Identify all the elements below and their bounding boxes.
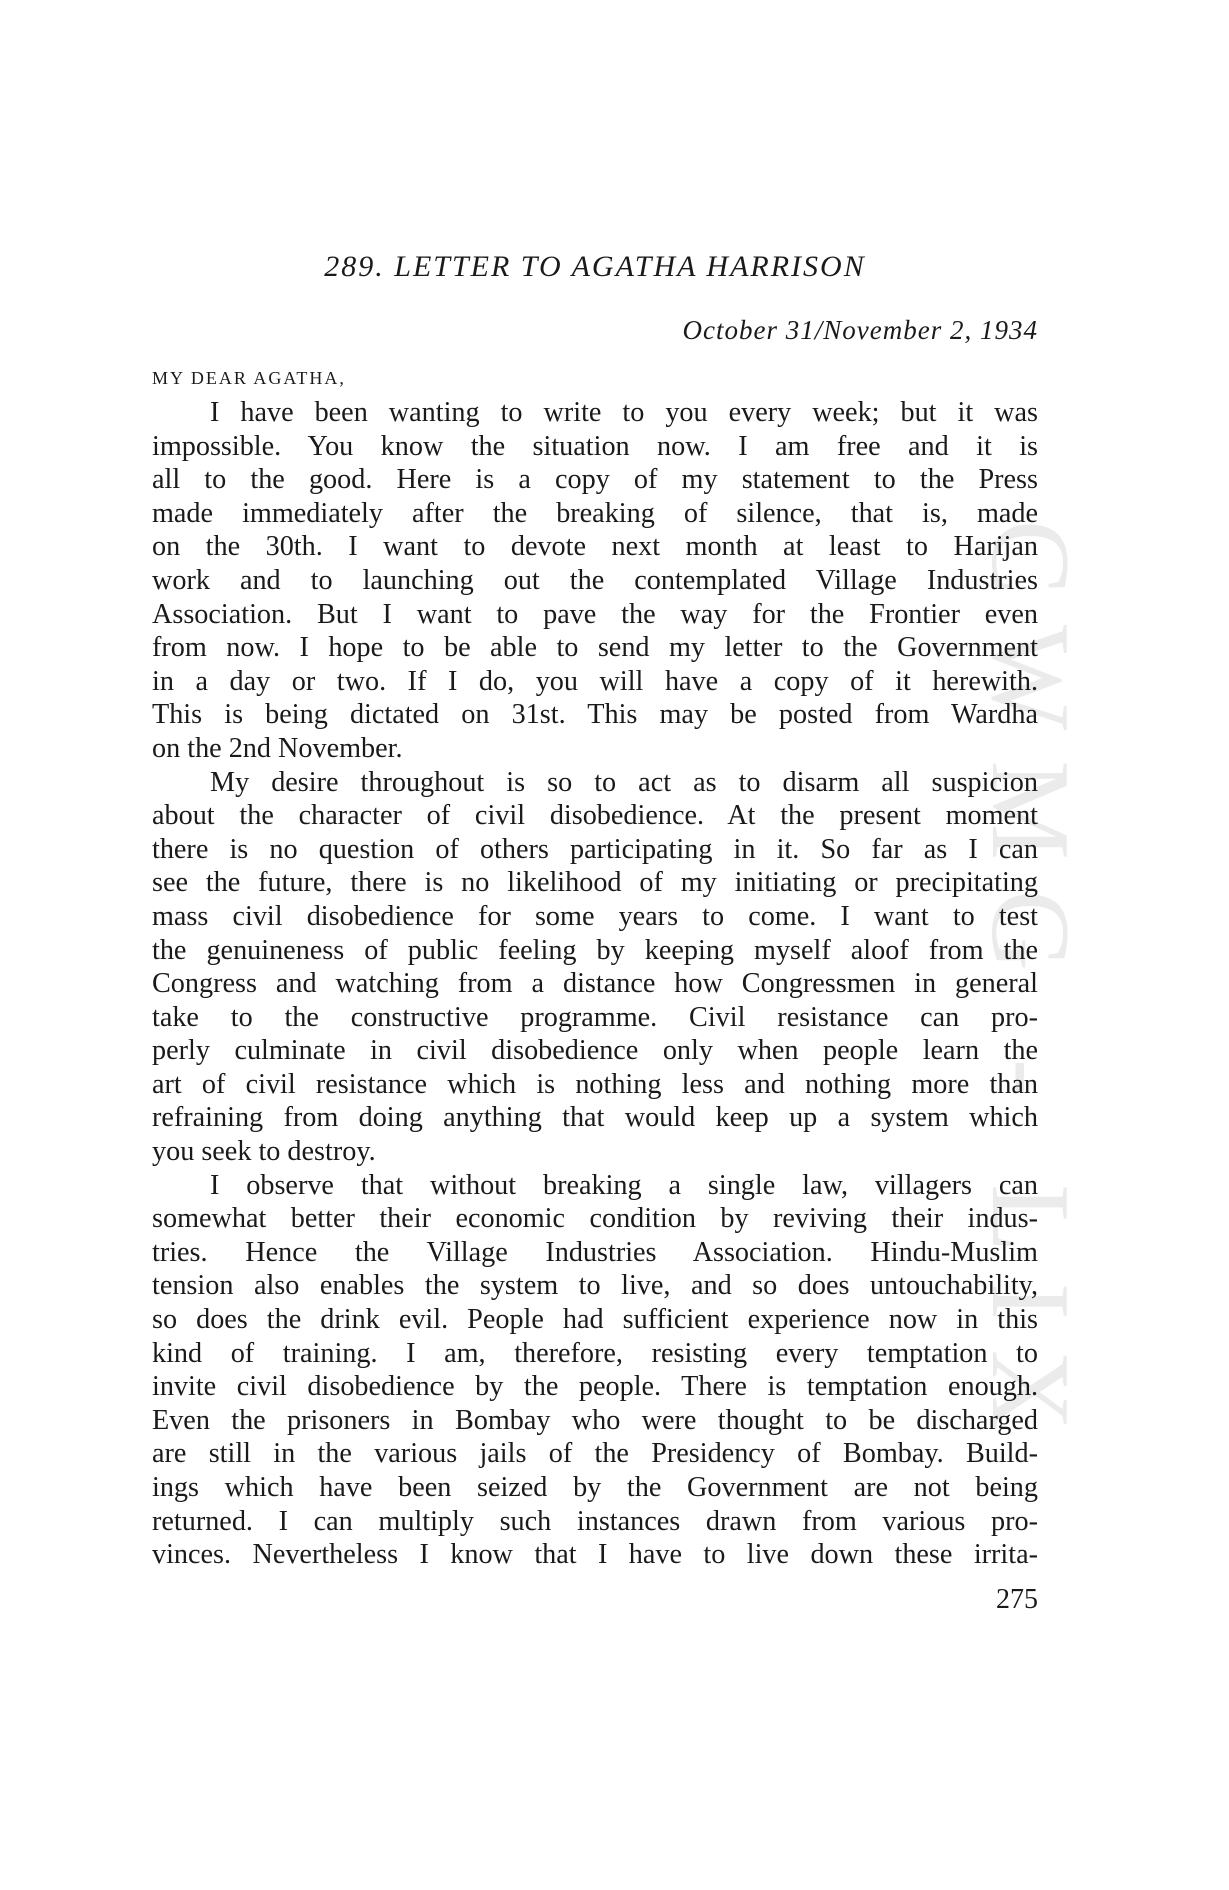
body-line: refraining from doing anything that would keep up a system which bbox=[152, 1102, 1038, 1134]
body-line: tries. Hence the Village Industries Association. Hindu-Muslim bbox=[152, 1236, 1038, 1268]
body-line: somewhat better their economic condition by reviving their indus- bbox=[152, 1203, 1038, 1235]
body-line: are still in the various jails of the Presidency of Bombay. Build- bbox=[152, 1438, 1038, 1470]
body-line: work and to launching out the contemplated Village Industries bbox=[152, 564, 1038, 596]
body-line: all to the good. Here is a copy of my statement to the Press bbox=[152, 464, 1038, 496]
body-line: you seek to destroy. bbox=[152, 1136, 376, 1168]
body-line: on the 2nd November. bbox=[152, 732, 403, 764]
body-line: I observe that without breaking a single law, villagers can bbox=[210, 1169, 1038, 1201]
body-line: impossible. You know the situation now. I am free and it is bbox=[152, 430, 1038, 462]
body-line: in a day or two. If I do, you will have a copy of it herewith. bbox=[152, 665, 1038, 697]
body-line: vinces. Nevertheless I know that I have to live down these irrita- bbox=[152, 1539, 1038, 1571]
letter-body bbox=[152, 396, 1038, 1572]
body-line: there is no question of others participating in it. So far as I can bbox=[152, 833, 1038, 865]
body-line: perly culminate in civil disobedience only when people learn the bbox=[152, 1035, 1038, 1067]
page-number: 275 bbox=[996, 1584, 1038, 1615]
body-line: so does the drink evil. People had sufficient experience now in this bbox=[152, 1304, 1038, 1336]
body-line: returned. I can multiply such instances drawn from various pro- bbox=[152, 1505, 1038, 1537]
body-line: This is being dictated on 31st. This may be posted from Wardha bbox=[152, 699, 1038, 731]
body-line: Even the prisoners in Bombay who were thought to be discharged bbox=[152, 1404, 1038, 1436]
body-line: Congress and watching from a distance how Congressmen in general bbox=[152, 968, 1038, 1000]
body-line: Association. But I want to pave the way for the Frontier even bbox=[152, 598, 1038, 630]
body-line: art of civil resistance which is nothing less and nothing more than bbox=[152, 1068, 1038, 1100]
salutation: MY DEAR AGATHA, bbox=[152, 368, 346, 388]
body-line: take to the constructive programme. Civil resistance can pro- bbox=[152, 1001, 1038, 1033]
letter-date: October 31/November 2, 1934 bbox=[682, 315, 1038, 345]
body-line: My desire throughout is so to act as to disarm all suspicion bbox=[210, 766, 1038, 798]
body-line: ings which have been seized by the Government are not being bbox=[152, 1472, 1038, 1503]
body-line: from now. I hope to be able to send my letter to the Government bbox=[152, 632, 1038, 664]
letter-heading: 289. LETTER TO AGATHA HARRISON bbox=[324, 250, 866, 283]
watermark: CWMG - LIX bbox=[968, 520, 1092, 1461]
body-line: kind of training. I am, therefore, resisting every temptation to bbox=[152, 1337, 1038, 1369]
body-line: made immediately after the breaking of silence, that is, made bbox=[152, 497, 1038, 529]
body-line: see the future, there is no likelihood of my initiating or precipitating bbox=[152, 867, 1038, 899]
body-line: about the character of civil disobedience. At the present moment bbox=[152, 800, 1038, 832]
body-line: mass civil disobedience for some years to come. I want to test bbox=[152, 900, 1038, 932]
body-line: invite civil disobedience by the people. There is temptation enough. bbox=[152, 1371, 1038, 1403]
body-line: the genuineness of public feeling by keeping myself aloof from the bbox=[152, 934, 1038, 966]
body-line: I have been wanting to write to you every week; but it was bbox=[210, 397, 1038, 428]
body-line: tension also enables the system to live, and so does untouchability, bbox=[152, 1270, 1038, 1302]
body-line: on the 30th. I want to devote next month at least to Harijan bbox=[152, 531, 1038, 563]
